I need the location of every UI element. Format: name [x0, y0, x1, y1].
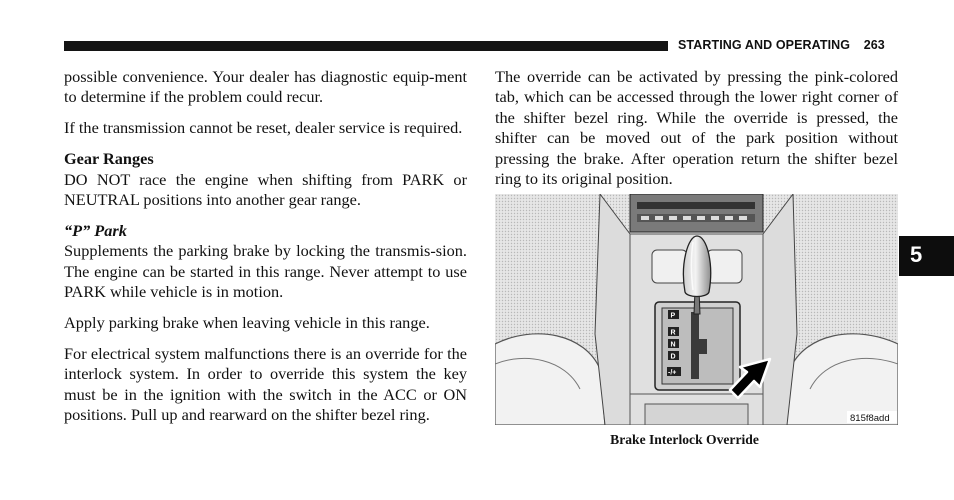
page-number: 263 — [863, 38, 885, 52]
paragraph: Apply parking brake when leaving vehicle in this range. — [64, 313, 430, 333]
gear-label-r: R — [670, 329, 676, 337]
paragraph: For electrical system malfunctions there is an override for the interlock system. In order to override this system the key must be in the ignition with the switch in the ACC or ON positions. Pull up and rearward on the shifter bezel ring. — [64, 343, 467, 425]
figure-caption: Brake Interlock Override — [610, 432, 759, 447]
figure-code: 815f8add — [850, 413, 890, 424]
paragraph: Supplements the parking brake by locking the transmis-sion. The engine can be started in this range. Never attempt to use PARK while vehicle is in motion. — [64, 241, 467, 302]
shifter-illustration — [495, 194, 898, 425]
right-column — [495, 67, 898, 189]
gear-label-manual: -/+ — [668, 369, 677, 377]
header-rule — [64, 41, 668, 51]
gear-label-p: P — [670, 312, 676, 320]
paragraph: DO NOT race the engine when shifting from PARK or NEUTRAL positions into another gear range. — [64, 169, 467, 210]
section-tab — [899, 236, 954, 276]
paragraph: possible convenience. Your dealer has diagnostic equip-ment to determine if the problem could recur. — [64, 67, 467, 107]
shifter-figure — [495, 194, 898, 425]
left-column — [64, 67, 467, 426]
gear-label-d: D — [670, 353, 676, 361]
section-title: STARTING AND OPERATING — [678, 38, 851, 52]
paragraph: The override can be activated by pressing the pink-colored tab, which can be accessed through the lower right corner of the shifter bezel ring. While the override is pressed, the shifter can be moved out of the park position without pressing the brake. After operation return the shifter bezel ring to its original position. — [495, 67, 898, 189]
gear-label-n: N — [670, 341, 676, 349]
section-tab-label: 5 — [910, 242, 923, 267]
park-heading: “P” Park — [64, 220, 127, 240]
running-header — [678, 38, 885, 52]
gear-ranges-heading: Gear Ranges — [64, 149, 154, 169]
paragraph: If the transmission cannot be reset, dealer service is required. — [64, 118, 463, 138]
